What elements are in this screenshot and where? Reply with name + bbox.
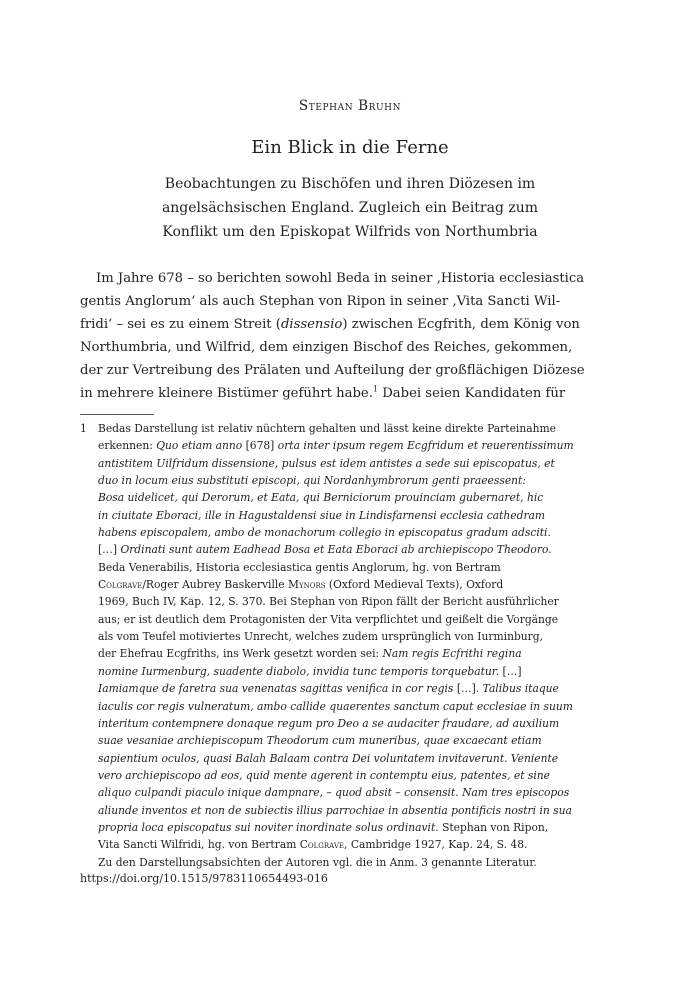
footnote-line-text bbox=[98, 628, 543, 645]
footnote-text-run: Stephan von Ripon, bbox=[438, 820, 549, 834]
footnote-text-run: 1969, Buch IV, Kap. 12, S. 370. Bei Stephan von Ripon fällt der Bericht ausführlicher bbox=[98, 595, 559, 609]
footnote-line bbox=[98, 524, 620, 541]
footnote-line bbox=[98, 750, 620, 767]
small-caps-name: Colgrave bbox=[299, 838, 345, 852]
footnote-text bbox=[98, 420, 620, 871]
footnote-line-text bbox=[98, 472, 526, 489]
body-text bbox=[80, 267, 620, 405]
footnote-line-text bbox=[98, 819, 548, 836]
italic-quote: Talibus itaque bbox=[482, 682, 559, 696]
italic-quote: aliquo culpandi piaculo inique dampnare, – quod absit – consensit. Nam tres episcopos bbox=[98, 786, 570, 800]
italic-quote: in ciuitate Eboraci, ille in Hagustaldensi siue in Lindisfarnensi ecclesia cathedram bbox=[98, 508, 546, 522]
footnote-text-run: Zu den Darstellungsabsichten der Autoren vgl. die in Anm. 3 genannte Literatur. bbox=[98, 855, 537, 869]
subtitle-line: angelsächsischen England. Zugleich ein Beitrag zum bbox=[161, 200, 539, 216]
footnote-text-run: aus; er ist deutlich dem Protagonisten der Vita verpflichtet und geißelt die Vorgänge bbox=[98, 612, 559, 626]
footnote-line bbox=[98, 802, 620, 819]
body-line-text bbox=[80, 313, 580, 336]
footnote-line-text bbox=[98, 715, 559, 732]
footnote-divider bbox=[80, 414, 154, 415]
footnote-line bbox=[98, 507, 620, 524]
body-line bbox=[80, 313, 620, 336]
footnote-line-text bbox=[98, 455, 555, 472]
italic-quote: Bosa uidelicet, qui Derorum, et Eata, qui Berniciorum prouinciam gubernaret, hic bbox=[98, 491, 544, 505]
footnote-number: 1 bbox=[80, 422, 87, 435]
body-line-text bbox=[80, 382, 565, 405]
italic-quote: antistitem Uilfridum dissensione, pulsus est idem antistes a sede sui episcopatus, et bbox=[98, 456, 555, 470]
footnote-line-text bbox=[98, 680, 559, 697]
footnote-line-text bbox=[98, 437, 574, 454]
footnote-line bbox=[98, 489, 620, 506]
footnote-line bbox=[98, 836, 620, 853]
footnote-text-run: Vita Sancti Wilfridi, hg. von Bertram bbox=[98, 838, 300, 852]
italic-quote: suae vesaniae archiepiscopum Theodorum cum muneribus, quae excaecant etiam bbox=[98, 734, 542, 748]
subtitle-line: Beobachtungen zu Bischöfen und ihren Diözesen im bbox=[164, 176, 536, 192]
footnote-line bbox=[98, 663, 620, 680]
subtitle-line: Konflikt um den Episkopat Wilfrids von Northumbria bbox=[162, 224, 538, 240]
footnote-line-text bbox=[98, 524, 551, 541]
footnote-text-run: /Roger Aubrey Baskerville bbox=[142, 578, 289, 592]
footnote-line-text bbox=[98, 507, 545, 524]
body-line-text: gentis Anglorum‘ als auch Stephan von Ripon in seiner ‚Vita Sancti Wil- bbox=[80, 294, 561, 309]
footnote-line-text bbox=[98, 611, 558, 628]
footnote-text-run: […] bbox=[499, 664, 522, 678]
body-line-text: der zur Vertreibung des Prälaten und Aufteilung der großflächigen Diözese bbox=[80, 363, 585, 378]
italic-quote: habens episcopalem, ambo de monachorum collegio in episcopatus gradum adsciti. bbox=[98, 526, 551, 540]
body-text-run: ) zwischen Ecgfrith, dem König von bbox=[342, 317, 580, 332]
footnote-text-run: Bedas Darstellung ist relativ nüchtern gehalten und lässt keine direkte Parteinahme bbox=[98, 422, 556, 435]
footnote-line bbox=[98, 767, 620, 784]
italic-quote: orta inter ipsum regem Ecgfridum et reuerentissimum bbox=[277, 439, 574, 453]
footnote-text-run: der Ehefrau Ecgfriths, ins Werk gesetzt worden sei: bbox=[98, 647, 383, 661]
body-text-run: fridi‘ – sei es zu einem Streit ( bbox=[80, 317, 281, 332]
footnote-text-run: [678] bbox=[242, 439, 278, 453]
footnote-line bbox=[98, 611, 620, 628]
footnote-text-run: als vom Teufel motiviertes Unrecht, welches zudem ursprünglich von Iurminburg, bbox=[98, 630, 544, 644]
footnote-line bbox=[98, 698, 620, 715]
footnote-line bbox=[98, 593, 620, 610]
footnote-line-text bbox=[98, 698, 573, 715]
footnote-line-text bbox=[98, 767, 550, 784]
footnote-line-text bbox=[98, 489, 543, 506]
italic-term: dissensio bbox=[280, 317, 343, 332]
italic-quote: propria loca episcopatus sui noviter inordinate solus ordinavit. bbox=[98, 820, 439, 834]
footnote-line bbox=[98, 784, 620, 801]
footnote-line bbox=[98, 854, 620, 871]
footnote-line bbox=[98, 819, 620, 836]
footnote-line bbox=[98, 559, 620, 576]
italic-quote: vero archiepiscopo ad eos, quid mente agerent in contemptu eius, patentes, et sine bbox=[98, 768, 550, 782]
footnote-line-text bbox=[98, 784, 569, 801]
footnote-text-run: […]. bbox=[453, 682, 483, 696]
italic-quote: iaculis cor regis vulneratum, ambo callide quaerentes sanctum caput ecclesiae in suum bbox=[98, 699, 573, 713]
footnote-line-text bbox=[98, 750, 558, 767]
body-line bbox=[80, 290, 620, 313]
italic-quote: Iamiamque de faretra sua venenatas sagittas venifica in cor regis bbox=[98, 682, 454, 696]
small-caps-name: Colgrave bbox=[98, 578, 143, 592]
italic-quote: Quo etiam anno bbox=[156, 439, 243, 453]
italic-quote: nomine Iurmenburg, suadente diabolo, invidia tunc temporis torquebatur. bbox=[98, 664, 500, 678]
footnote-line bbox=[98, 472, 620, 489]
footnote-line bbox=[98, 576, 620, 593]
body-line bbox=[80, 336, 620, 359]
footnote-line-text bbox=[98, 663, 522, 680]
footnote-line bbox=[98, 455, 620, 472]
body-line-text: Im Jahre 678 – so berichten sowohl Beda in seiner ‚Historia ecclesiastica bbox=[96, 271, 585, 286]
author-name: Stephan Bruhn bbox=[298, 98, 402, 114]
footnote-line bbox=[98, 541, 620, 558]
italic-quote: aliunde inventos et non de subiectis illius parrochiae in absentia pontificis nostri in sua bbox=[98, 803, 572, 817]
italic-quote: duo in locum eius substituti episcopi, qui Nordanhymbrorum genti praeessent: bbox=[98, 474, 526, 488]
footnote-line-text bbox=[98, 576, 503, 593]
body-line bbox=[80, 267, 620, 290]
footnote-line bbox=[98, 715, 620, 732]
footnote-line-text bbox=[98, 854, 537, 871]
footnote-line bbox=[98, 680, 620, 697]
footnote-line-text bbox=[98, 732, 542, 749]
footnote-line-text bbox=[98, 420, 556, 437]
body-line bbox=[80, 382, 620, 405]
footnote-text-run: (Oxford Medieval Texts), Oxford bbox=[325, 578, 504, 592]
footnote-text-run: erkennen: bbox=[98, 439, 157, 453]
body-line-text: Northumbria, und Wilfrid, dem einzigen Bischof des Reiches, gekommen, bbox=[80, 340, 573, 355]
italic-quote: Ordinati sunt autem Eadhead Bosa et Eata Eboraci ab archiepiscopo Theodoro. bbox=[120, 543, 552, 557]
footnote-text-run: , Cambridge 1927, Kap. 24, S. 48. bbox=[344, 838, 528, 852]
footnote-line bbox=[98, 437, 620, 454]
footnote-line-text bbox=[98, 645, 522, 662]
body-text-run: Dabei seien Kandidaten für bbox=[378, 386, 566, 401]
footnote-line-text bbox=[98, 802, 572, 819]
doi-link[interactable]: https://doi.org/10.1515/9783110654493-016 bbox=[80, 872, 328, 885]
body-text-run: in mehrere kleinere Bistümer geführt habe. bbox=[80, 386, 373, 401]
footnote-line bbox=[98, 732, 620, 749]
article-subtitle bbox=[120, 172, 580, 244]
italic-quote: interitum contempnere donaque regum pro Deo a se audaciter fraudare, ad auxilium bbox=[98, 716, 560, 730]
footnote-line bbox=[98, 628, 620, 645]
footnote-line-text bbox=[98, 541, 552, 558]
footnote-reference[interactable]: 1 bbox=[372, 384, 379, 394]
footnote-line bbox=[98, 420, 620, 437]
footnote-line-text bbox=[98, 836, 527, 853]
footnote-line bbox=[98, 645, 620, 662]
italic-quote: sapientium oculos, quasi Balah Balaam contra Dei voluntatem invitaverunt. Veniente bbox=[98, 751, 559, 765]
footnote-text-run: Beda Venerabilis, Historia ecclesiastica gentis Anglorum, hg. von Bertram bbox=[98, 560, 501, 574]
footnote-text-run: […] bbox=[98, 543, 121, 557]
body-line bbox=[80, 359, 620, 382]
footnote-line-text bbox=[98, 559, 501, 576]
article-title: Ein Blick in die Ferne bbox=[251, 137, 449, 158]
footnote-line-text bbox=[98, 593, 559, 610]
italic-quote: Nam regis Ecfrithi regina bbox=[382, 647, 522, 661]
small-caps-name: Mynors bbox=[288, 578, 326, 592]
